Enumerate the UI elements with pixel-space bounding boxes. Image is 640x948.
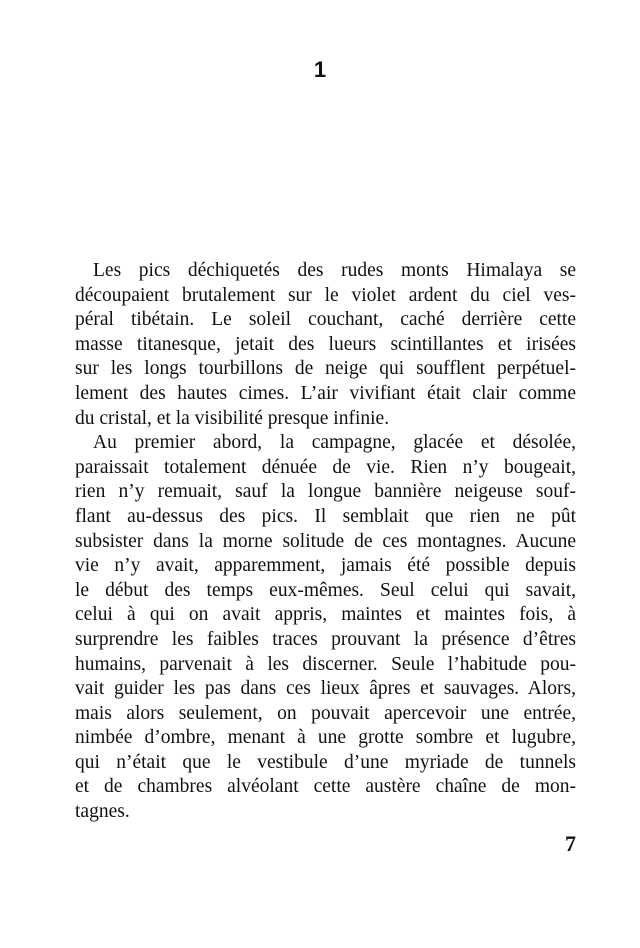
- text-line: tagnes.: [75, 801, 130, 823]
- text-line: du cristal, et la visibilité presque infinie.: [75, 407, 390, 429]
- text-line: flant au-dessus des pics. Il semblait que rien ne pût: [75, 505, 576, 527]
- text-line: découpaient brutalement sur le violet ardent du ciel ves-: [75, 284, 576, 306]
- text-line: nimbée d’ombre, menant à une grotte sombre et lugubre,: [75, 727, 576, 749]
- text-line: surprendre les faibles traces prouvant la présence d’êtres: [75, 628, 576, 650]
- body-text: [75, 259, 576, 825]
- text-line: mais alors seulement, on pouvait apercevoir une entrée,: [75, 702, 576, 724]
- text-line: et de chambres alvéolant cette austère chaîne de mon-: [75, 776, 576, 798]
- paragraph-1: [75, 259, 576, 431]
- text-line: humains, parvenait à les discerner. Seule l’habitude pou-: [75, 653, 576, 675]
- text-line: subsister dans la morne solitude de ces montagnes. Aucune: [75, 530, 576, 552]
- text-line: paraissait totalement dénuée de vie. Rien n’y bougeait,: [75, 456, 576, 478]
- text-line: qui n’était que le vestibule d’une myriade de tunnels: [75, 751, 576, 773]
- text-line: lement des hautes cimes. L’air vivifiant était clair comme: [75, 382, 576, 404]
- text-line: le début des temps eux-mêmes. Seul celui qui savait,: [75, 579, 576, 601]
- paragraph-2: [75, 431, 576, 825]
- text-line: Au premier abord, la campagne, glacée et désolée,: [93, 432, 576, 454]
- text-line: vait guider les pas dans ces lieux âpres et sauvages. Alors,: [75, 678, 576, 700]
- chapter-number: 1: [313, 57, 327, 82]
- text-line: rien n’y remuait, sauf la longue bannière neigeuse souf-: [75, 481, 576, 503]
- page-number: 7: [565, 831, 576, 856]
- text-line: péral tibétain. Le soleil couchant, caché derrière cette: [75, 309, 576, 331]
- text-line: vie n’y avait, apparemment, jamais été possible depuis: [75, 555, 576, 577]
- text-line: Les pics déchiquetés des rudes monts Himalaya se: [93, 260, 576, 281]
- text-line: masse titanesque, jetait des lueurs scintillantes et irisées: [75, 333, 576, 355]
- text-line: sur les longs tourbillons de neige qui soufflent perpétuel-: [75, 358, 576, 380]
- text-line: celui à qui on avait appris, maintes et maintes fois, à: [75, 604, 576, 626]
